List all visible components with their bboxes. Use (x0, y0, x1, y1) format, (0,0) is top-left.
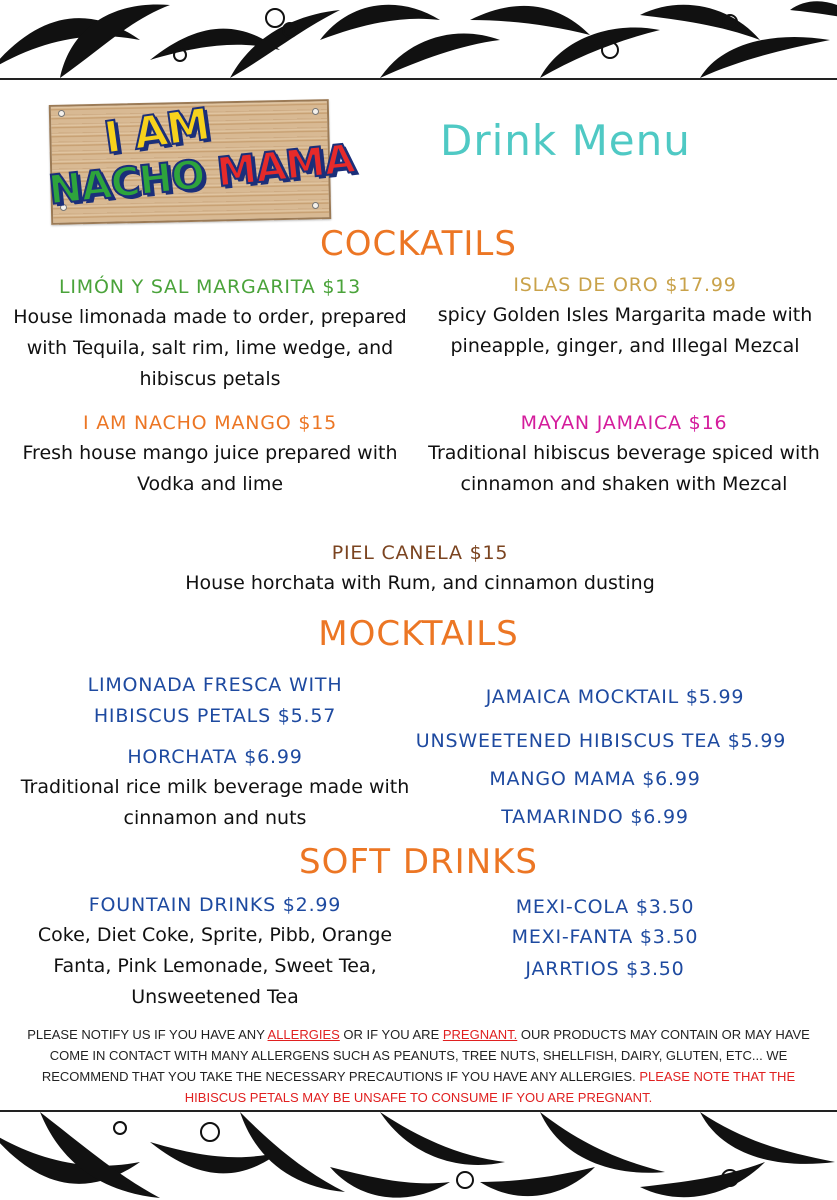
menu-item-mayan-jamaica (424, 412, 824, 500)
item-name: MANGO MAMA $6.99 (489, 768, 701, 790)
logo-nail (312, 108, 319, 115)
menu-item-jamaica-mocktail (400, 686, 830, 708)
menu-item-unsweetened-hibiscus-tea (396, 730, 806, 752)
item-name: MAYAN JAMAICA $16 (520, 412, 728, 434)
logo-text-line1: I AM (100, 98, 213, 165)
leaf-pattern-icon (0, 1112, 837, 1200)
item-name: PIEL CANELA $15 (331, 542, 509, 564)
menu-item-nacho-mango (10, 412, 410, 500)
section-title-soft-drinks: SOFT DRINKS (298, 842, 539, 882)
item-name-line: LIMONADA FRESCA WITH (87, 674, 343, 696)
menu-item-horchata (20, 746, 410, 834)
item-name-line: HIBISCUS PETALS $5.57 (93, 705, 337, 727)
notice-text: OR IF YOU ARE (339, 1027, 443, 1042)
logo-nail (58, 110, 65, 117)
item-name: ISLAS DE ORO $17.99 (513, 274, 737, 296)
section-title-mocktails: MOCKTAILS (318, 614, 519, 654)
menu-item-limon-y-sal (10, 276, 410, 395)
logo-word-mama: MAMA (214, 136, 357, 197)
menu-item-mexi-fanta (390, 926, 820, 948)
menu-item-mexi-cola (390, 896, 820, 918)
menu-item-islas-de-oro (430, 274, 820, 362)
menu-item-tamarindo (380, 806, 810, 828)
item-name: I AM NACHO MANGO $15 (82, 412, 338, 434)
item-name: UNSWEETENED HIBISCUS TEA $5.99 (415, 730, 787, 752)
item-name: JAMAICA MOCKTAIL $5.99 (485, 686, 745, 708)
item-name: MEXI-COLA $3.50 (515, 896, 695, 918)
section-title-cocktails: COCKATILS (320, 224, 517, 264)
item-description: Traditional rice milk beverage made with cinnamon and nuts (20, 776, 410, 829)
page-title: Drink Menu (440, 116, 691, 165)
notice-text: PLEASE NOTIFY US IF YOU HAVE ANY (27, 1027, 268, 1042)
logo-word-nacho: NACHO (46, 151, 207, 214)
menu-item-limonada-fresca (20, 670, 410, 732)
item-name: HORCHATA $6.99 (127, 746, 303, 768)
menu-item-fountain-drinks (20, 894, 410, 1013)
top-leaf-border (0, 0, 837, 78)
allergy-notice (14, 1024, 823, 1108)
top-border-rule (0, 78, 837, 80)
restaurant-logo (44, 96, 357, 226)
item-description: Coke, Diet Coke, Sprite, Pibb, Orange Fanta, Pink Lemonade, Sweet Tea, Unsweetened Tea (37, 924, 393, 1008)
notice-text: OUR PRODUCTS MAY CONTAIN OR MAY HAVE COME IN CONTACT WITH MANY ALLERGENS SUCH AS PEANUTS, TREE NUTS, SHELLFISH, DAIRY, GLUTEN, ETC... WE RECOMMEND THAT YOU TAKE THE NECESSARY PRECAUTIONS IF YOU HAVE ANY ALLERGIES. (41, 1027, 810, 1084)
item-description: Fresh house mango juice prepared with Vodka and lime (22, 442, 398, 495)
logo-nail (312, 202, 319, 209)
notice-pregnant: PREGNANT. (442, 1027, 518, 1042)
item-description: House horchata with Rum, and cinnamon dusting (185, 572, 655, 594)
item-name: TAMARINDO $6.99 (501, 806, 689, 828)
notice-allergies: ALLERGIES (267, 1027, 340, 1042)
item-description: House limonada made to order, prepared with Tequila, salt rim, lime wedge, and hibiscus petals (13, 306, 407, 390)
menu-item-jarrtios (390, 958, 820, 980)
notice-hibiscus-warning: PLEASE NOTE THAT THE HIBISCUS PETALS MAY BE UNSAFE TO CONSUME IF YOU ARE PREGNANT. (184, 1069, 796, 1105)
leaf-pattern-icon (0, 0, 837, 78)
item-name: FOUNTAIN DRINKS $2.99 (88, 894, 342, 916)
menu-item-piel-canela (120, 542, 720, 599)
item-name: LIMÓN Y SAL MARGARITA $13 (58, 276, 362, 298)
item-description: Traditional hibiscus beverage spiced with cinnamon and shaken with Mezcal (428, 442, 820, 495)
menu-item-mango-mama (380, 768, 810, 790)
item-description: spicy Golden Isles Margarita made with pineapple, ginger, and Illegal Mezcal (437, 304, 813, 357)
item-name: JARRTIOS $3.50 (525, 958, 685, 980)
item-name: MEXI-FANTA $3.50 (511, 926, 699, 948)
bottom-leaf-border (0, 1112, 837, 1200)
